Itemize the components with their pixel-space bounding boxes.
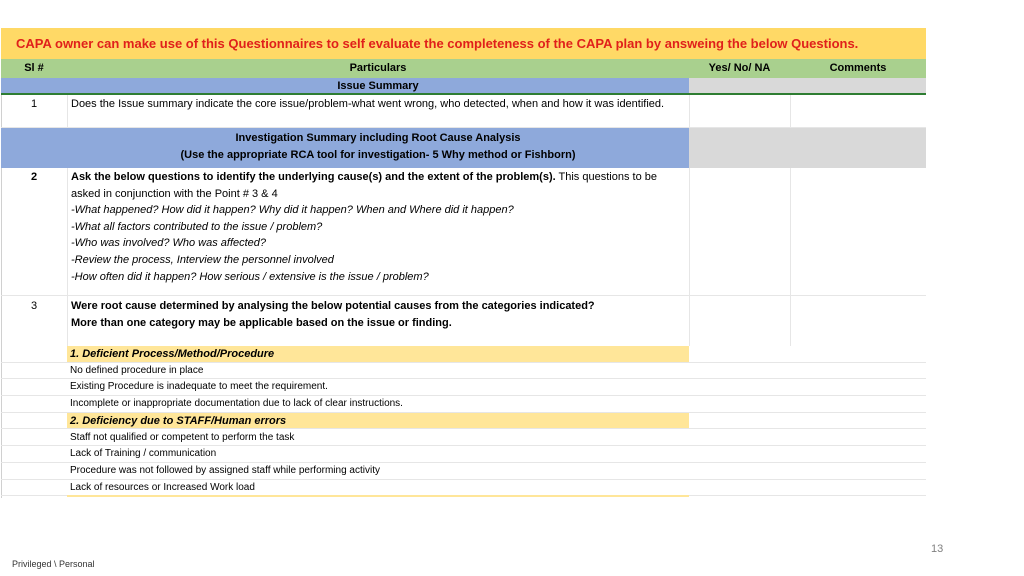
category-item[interactable]: Lack of resources or Increased Work load <box>70 481 255 493</box>
question-3-number[interactable]: 3 <box>30 300 38 312</box>
page-number: 13 <box>931 543 944 555</box>
question-row-1 <box>1 95 926 128</box>
investigation-summary-line2: (Use the appropriate RCA tool for investigation- 5 Why method or Fishborn) <box>180 148 576 161</box>
question-1-text[interactable]: Does the Issue summary indicate the core issue/problem-what went wrong, who detected, when and how it was identified. <box>67 95 689 127</box>
question-3-line2: More than one category may be applicable based on the issue or finding. <box>71 316 452 329</box>
issue-summary-sl-cell[interactable] <box>1 78 67 93</box>
column-header-row <box>1 59 926 78</box>
question-1-comment-cell[interactable] <box>790 95 926 127</box>
question-1-answer-cell[interactable] <box>689 95 790 127</box>
col-header-yes-no-na[interactable]: Yes/ No/ NA <box>708 62 771 74</box>
category-item[interactable]: No defined procedure in place <box>70 364 204 376</box>
question-2-intro <box>71 169 686 202</box>
investigation-summary-line1: Investigation Summary including Root Cause Analysis <box>235 132 521 144</box>
issue-summary-heading[interactable]: Issue Summary <box>67 78 689 93</box>
question-2-bullet: -What all factors contributed to the issue / problem? <box>71 220 323 233</box>
col-header-particulars[interactable]: Particulars <box>349 62 407 74</box>
category-heading-row <box>1 346 926 363</box>
question-row-3 <box>1 296 926 346</box>
col-header-comments[interactable]: Comments <box>829 62 887 74</box>
issue-summary-answer-cell[interactable] <box>689 78 790 93</box>
question-1-number[interactable]: 1 <box>30 98 38 110</box>
question-2-bullet: -Review the process, Interview the personnel involved <box>71 253 334 266</box>
category-item[interactable]: Incomplete or inappropriate documentation due to lack of clear instructions. <box>70 398 403 410</box>
question-3-text[interactable] <box>67 296 689 346</box>
question-2-number[interactable]: 2 <box>30 171 38 183</box>
question-3-line1: Were root cause determined by analysing the below potential causes from the categories indicated? <box>71 300 595 312</box>
category-item-row <box>1 396 926 413</box>
question-row-2 <box>1 168 926 296</box>
category-heading-row <box>1 413 926 430</box>
category-item[interactable]: Existing Procedure is inadequate to meet the requirement. <box>70 381 328 393</box>
question-3-comment-cell[interactable] <box>790 296 926 346</box>
category-item-row <box>1 446 926 463</box>
question-2-rest: This questions to be asked in conjunction with the Point # 3 & 4 <box>71 171 657 200</box>
category-2-heading[interactable]: 2. Deficiency due to STAFF/Human errors <box>67 413 689 429</box>
issue-summary-comment-cell[interactable] <box>790 78 926 93</box>
question-2-comment-cell[interactable] <box>790 168 926 295</box>
next-category-edge <box>67 495 689 497</box>
investigation-summary-row <box>1 128 926 168</box>
question-2-answer-cell[interactable] <box>689 168 790 295</box>
classification-footer: Privileged \ Personal <box>12 559 95 569</box>
category-item-row <box>1 363 926 380</box>
investigation-summary-heading[interactable] <box>67 128 689 168</box>
category-item-row <box>1 480 926 497</box>
question-2-bold: Ask the below questions to identify the underlying cause(s) and the extent of the problem(s). <box>71 171 556 183</box>
question-3-answer-cell[interactable] <box>689 296 790 346</box>
category-item-row <box>1 463 926 480</box>
question-2-bullet: -What happened? How did it happen? Why did it happen? When and Where did it happen? <box>71 204 514 217</box>
col-header-sl[interactable]: Sl # <box>24 62 44 74</box>
investigation-summary-comment-cell[interactable] <box>790 128 926 168</box>
issue-summary-row <box>1 78 926 95</box>
category-item[interactable]: Procedure was not followed by assigned staff while performing activity <box>70 464 380 476</box>
question-2-text[interactable] <box>67 168 689 295</box>
question-2-bullet: -Who was involved? Who was affected? <box>71 237 267 250</box>
category-item-row <box>1 430 926 447</box>
investigation-summary-sl-cell[interactable] <box>1 128 67 168</box>
investigation-summary-answer-cell[interactable] <box>689 128 790 168</box>
category-item-row <box>1 379 926 396</box>
category-item[interactable]: Lack of Training / communication <box>70 448 217 460</box>
category-item[interactable]: Staff not qualified or competent to perform the task <box>70 431 295 443</box>
sheet-title: CAPA owner can make use of this Questionnaires to self evaluate the completeness of the CAPA plan by answeing the below Questions. <box>1 28 926 59</box>
category-1-heading[interactable]: 1. Deficient Process/Method/Procedure <box>67 346 689 362</box>
question-2-bullet: -How often did it happen? How serious / extensive is the issue / problem? <box>71 270 429 283</box>
